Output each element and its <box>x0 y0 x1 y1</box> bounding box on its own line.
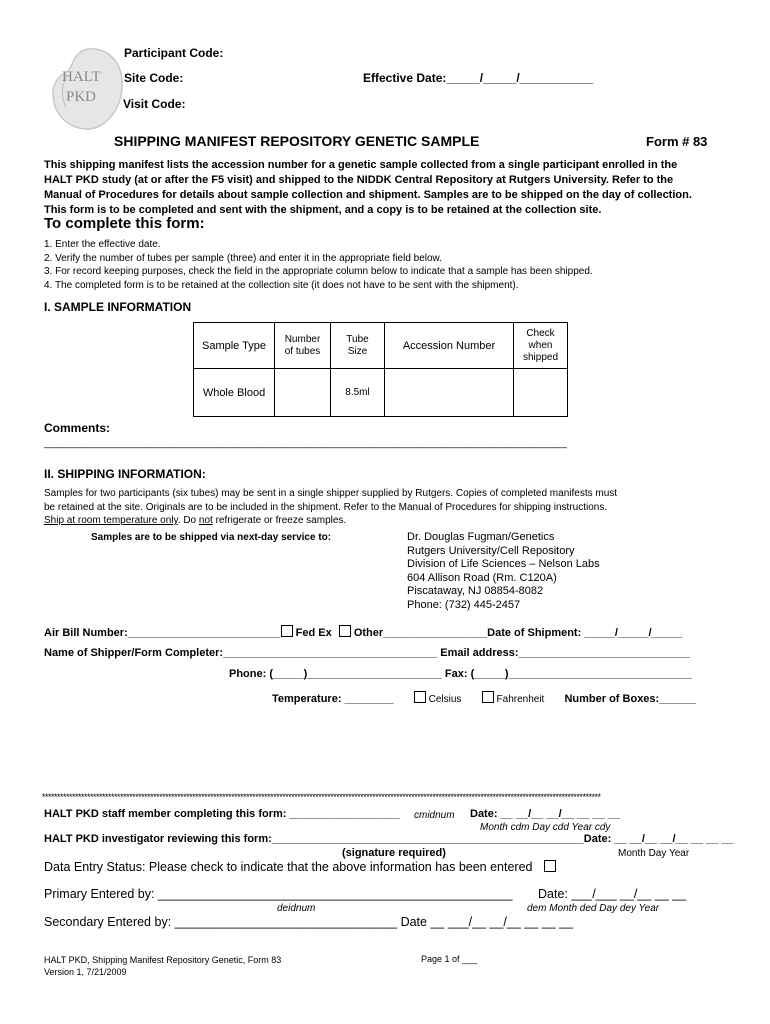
fed-ex-checkbox[interactable] <box>281 625 293 637</box>
ship-room-temp: Ship at room temperature only <box>44 515 178 526</box>
logo-text-pkd: PKD <box>66 89 97 105</box>
comments-line[interactable]: ______________________________________________________________________________________________ <box>44 438 567 449</box>
col-header-tube-line2: Size <box>347 345 368 357</box>
intro-paragraph <box>44 158 692 218</box>
site-code-label: Site Code: <box>124 71 184 85</box>
shipper-name-email-field[interactable]: Name of Shipper/Form Completer:___________________________________ Email address:____________________________ <box>44 647 690 659</box>
next-day-label: Samples are to be shipped via next-day service to: <box>91 532 332 543</box>
intro-line: HALT PKD study (at or after the F5 visit) and shipped to the NIDDK Central Repository at Rutgers University. Refer to the <box>44 174 674 186</box>
footer-form-name: HALT PKD, Shipping Manifest Repository Genetic, Form 83 <box>44 955 282 965</box>
col-header-number-of-tubes <box>275 323 331 369</box>
shipping-text-line <box>44 514 617 528</box>
staff-member-field[interactable]: HALT PKD staff member completing this form: __________________ <box>44 808 400 820</box>
staff-date-sublabel: Month cdm Day cdd Year cdy <box>480 822 611 833</box>
col-header-tube-line1: Tube <box>346 333 369 345</box>
logo-text-halt: HALT <box>62 69 101 85</box>
page-footer-left <box>44 954 281 978</box>
cell-accession-number-input[interactable] <box>385 369 514 417</box>
temperature-field[interactable]: Temperature: ________ <box>272 693 394 705</box>
col-header-check-line2: when <box>528 339 553 351</box>
address-line: Phone: (732) 445-2457 <box>407 598 521 611</box>
intro-line: Manual of Procedures for details about sample collection and shipment. Samples are to be shipped on the day of collection. <box>44 189 692 201</box>
shipping-text-line: Samples for two participants (six tubes) may be sent in a single shipper supplied by Rutgers. Copies of completed manifests must <box>44 488 618 499</box>
investigator-date-sublabel: Month Day Year <box>618 848 690 859</box>
shipping-text-fragment: . Do <box>177 515 199 526</box>
celsius-label: Celsius <box>428 694 462 705</box>
participant-code-label: Participant Code: <box>124 46 224 60</box>
signature-required-label: (signature required) <box>342 847 446 859</box>
celsius-checkbox[interactable] <box>414 691 426 703</box>
cell-tube-size: 8.5ml <box>331 369 385 417</box>
form-title: SHIPPING MANIFEST REPOSITORY GENETIC SAMPLE <box>114 133 480 149</box>
fed-ex-label: Fed Ex <box>295 627 332 639</box>
footer-version: Version 1, 7/21/2009 <box>44 967 127 977</box>
data-entry-checkbox[interactable] <box>544 860 556 872</box>
other-date-of-shipment-field[interactable]: Other_________________Date of Shipment: _____/_____/_____ <box>353 627 683 639</box>
staff-code-label: cmidnum <box>414 810 455 821</box>
shipping-heading: II. SHIPPING INFORMATION: <box>44 467 206 481</box>
col-header-check-line3: shipped <box>522 351 559 363</box>
col-header-check-when-shipped <box>514 323 568 369</box>
intro-line: This shipping manifest lists the accession number for a genetic sample collected from a single participant enrolled in the <box>44 159 678 171</box>
cell-number-of-tubes-input[interactable] <box>275 369 331 417</box>
col-header-number-line2: of tubes <box>284 345 321 357</box>
star-divider: ****************************************************************************************************************************************************************************************** <box>42 792 601 802</box>
staff-date-field[interactable]: Date: __ __/__ __/__ __ __ __ <box>470 808 620 820</box>
page-number: Page 1 of ___ <box>421 954 478 964</box>
secondary-entered-field[interactable]: Secondary Entered by: ________________________________ Date __ ___/__ __/__ __ __ __ <box>44 915 573 929</box>
primary-entered-field[interactable]: Primary Entered by: ___________________________________________________ <box>44 887 513 901</box>
sample-table-header-row <box>194 323 568 369</box>
air-bill-field[interactable]: Air Bill Number:_________________________ <box>44 627 281 639</box>
phone-fax-field[interactable]: Phone: (_____)______________________ Fax: (_____)______________________________ <box>229 668 693 680</box>
primary-date-sublabel: dem Month ded Day dey Year <box>527 903 660 914</box>
address-line: Dr. Douglas Fugman/Genetics <box>407 531 555 543</box>
air-bill-row <box>44 625 682 639</box>
fahrenheit-label: Fahrenheit <box>496 694 545 705</box>
instruction-step: 3. For record keeping purposes, check the field in the appropriate column below to indicate that a sample has been shipped. <box>44 266 593 277</box>
form-number: Form # 83 <box>646 134 708 149</box>
fahrenheit-checkbox[interactable] <box>482 691 494 703</box>
col-header-check-line1: Check <box>526 327 555 339</box>
other-checkbox[interactable] <box>339 625 351 637</box>
instruction-step: 2. Verify the number of tubes per sample (three) and enter it in the appropriate field below. <box>44 252 443 264</box>
halt-pkd-logo <box>48 45 126 133</box>
address-line: 604 Allison Road (Rm. C120A) <box>407 571 557 584</box>
shipping-address <box>407 531 600 613</box>
not-emphasis: not <box>198 515 213 526</box>
sample-info-heading: I. SAMPLE INFORMATION <box>44 300 192 314</box>
cell-check-shipped[interactable] <box>514 369 568 417</box>
temperature-row <box>272 691 696 705</box>
address-line: Piscataway, NJ 08854-8082 <box>407 585 544 598</box>
instruction-step: 1. Enter the effective date. <box>44 239 161 250</box>
investigator-field[interactable]: HALT PKD investigator reviewing this form:___________________________________________________Date: __ __/__ __/__ __ __ __ <box>44 833 734 845</box>
intro-line: This form is to be completed and sent with the shipment, and a copy is to be retained at the collection site. <box>44 204 602 216</box>
sample-table <box>193 322 568 417</box>
address-line: Rutgers University/Cell Repository <box>407 544 575 557</box>
number-of-boxes-field[interactable]: Number of Boxes:______ <box>564 693 696 705</box>
cell-sample-type: Whole Blood <box>194 369 275 417</box>
col-header-tube-size <box>331 323 385 369</box>
col-header-accession-number: Accession Number <box>385 323 514 369</box>
primary-date-field[interactable]: Date: ___/___ __/__ __ __ <box>538 887 687 901</box>
data-entry-status-row <box>44 860 559 874</box>
col-header-sample-type: Sample Type <box>194 323 275 369</box>
sample-table-row <box>194 369 568 417</box>
effective-date-field[interactable]: Effective Date:_____/_____/___________ <box>363 71 594 85</box>
shipping-text-line: be retained at the site. Originals are to be included in the shipment. Refer to the Manual of Procedures for shipping instructions. <box>44 501 608 513</box>
instruction-step: 4. The completed form is to be retained at the collection site (it does not have to be sent with the shipment). <box>44 279 519 291</box>
deidnum-label: deidnum <box>277 903 316 914</box>
data-entry-status-label: Data Entry Status: Please check to indicate that the above information has been entered <box>44 860 533 874</box>
shipping-paragraph <box>44 487 617 528</box>
address-line: Division of Life Sciences – Nelson Labs <box>407 558 600 571</box>
instructions-heading: To complete this form: <box>44 215 205 232</box>
visit-code-label: Visit Code: <box>123 97 186 111</box>
col-header-number-line1: Number <box>284 333 321 345</box>
comments-label: Comments: <box>44 421 111 435</box>
shipping-text-fragment: refrigerate or freeze samples. <box>212 515 347 526</box>
instructions-list <box>44 238 593 292</box>
